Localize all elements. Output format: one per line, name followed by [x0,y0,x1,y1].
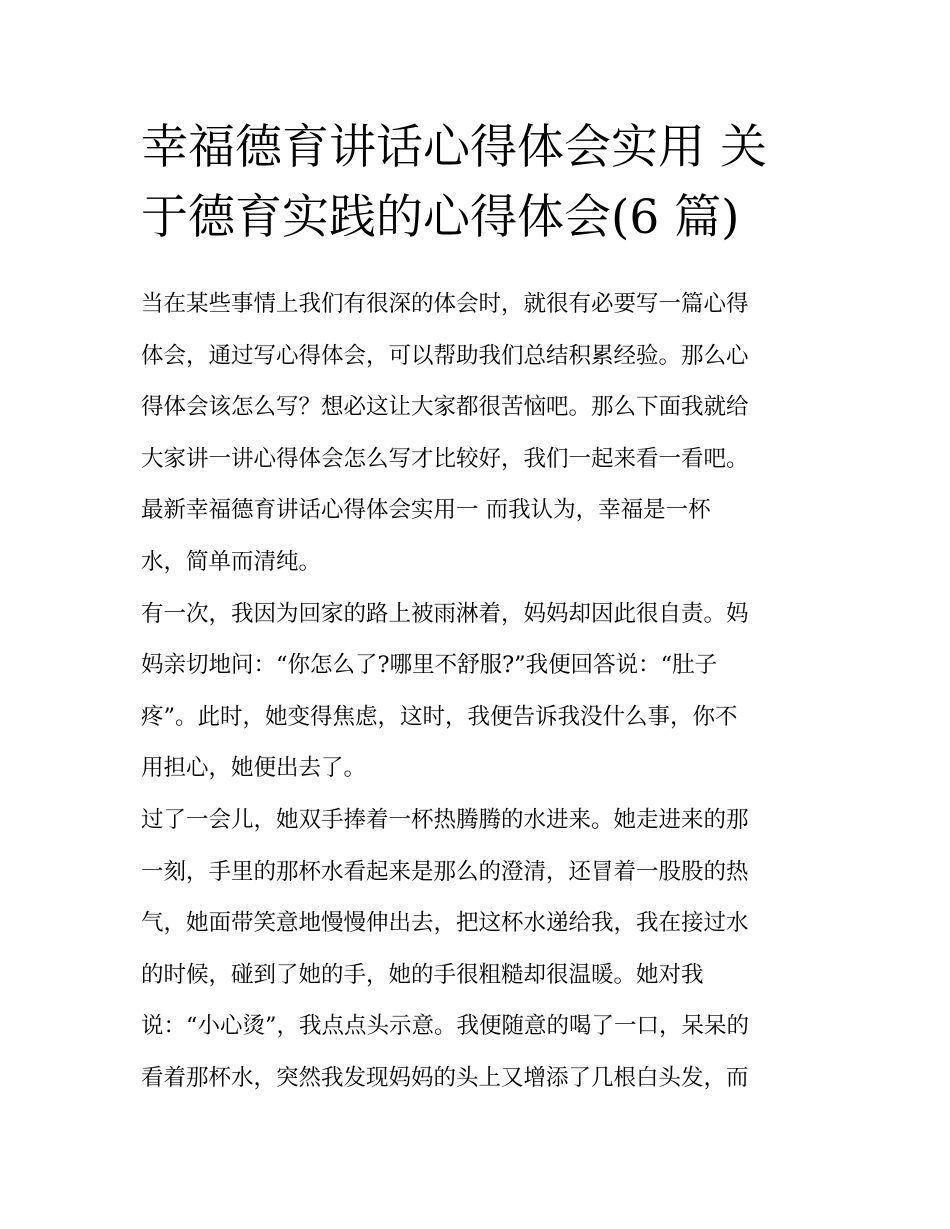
body-line-4: 大家讲一讲心得体会怎么写才比较好，我们一起来看一看吧。 [141,445,749,472]
document-title [141,113,821,253]
body-line-6: 水，简单而清纯。 [141,548,322,575]
body-line-8: 妈亲切地问：“你怎么了?哪里不舒服?”我便回答说：“肚子 [141,652,718,679]
body-line-7: 有一次，我因为回家的路上被雨淋着，妈妈却因此很自责。妈 [141,600,749,627]
title-line-1: 幸福德育讲话心得体会实用 关 [141,120,767,175]
body-line-3: 得体会该怎么写？想必这让大家都很苦恼吧。那么下面我就给 [141,394,749,421]
body-line-11: 过了一会儿，她双手捧着一杯热腾腾的水进来。她走进来的那 [141,806,749,833]
body-line-12: 一刻，手里的那杯水看起来是那么的澄清，还冒着一股股的热 [141,858,749,885]
body-line-1: 当在某些事情上我们有很深的体会时，就很有必要写一篇心得 [141,291,749,317]
body-line-5: 最新幸福德育讲话心得体会实用一 而我认为，幸福是一杯 [141,497,711,524]
body-line-16: 看着那杯水，突然我发现妈妈的头上又增添了几根白头发，而 [141,1064,749,1091]
body-line-10: 用担心，她便出去了。 [141,755,367,782]
body-line-13: 气，她面带笑意地慢慢伸出去，把这杯水递给我，我在接过水 [141,910,749,937]
body-line-9: 疼”。此时，她变得焦虑，这时，我便告诉我没什么事，你不 [141,703,738,730]
title-line-2: 于德育实践的心得体会(6 篇) [141,190,740,245]
document-body [141,279,821,1105]
body-line-14: 的时候，碰到了她的手，她的手很粗糙却很温暖。她对我 [141,961,704,988]
body-line-15: 说：“小心烫”，我点点头示意。我便随意的喝了一口，呆呆的 [141,1013,750,1040]
body-line-2: 体会，通过写心得体会，可以帮助我们总结积累经验。那么心 [141,342,749,369]
